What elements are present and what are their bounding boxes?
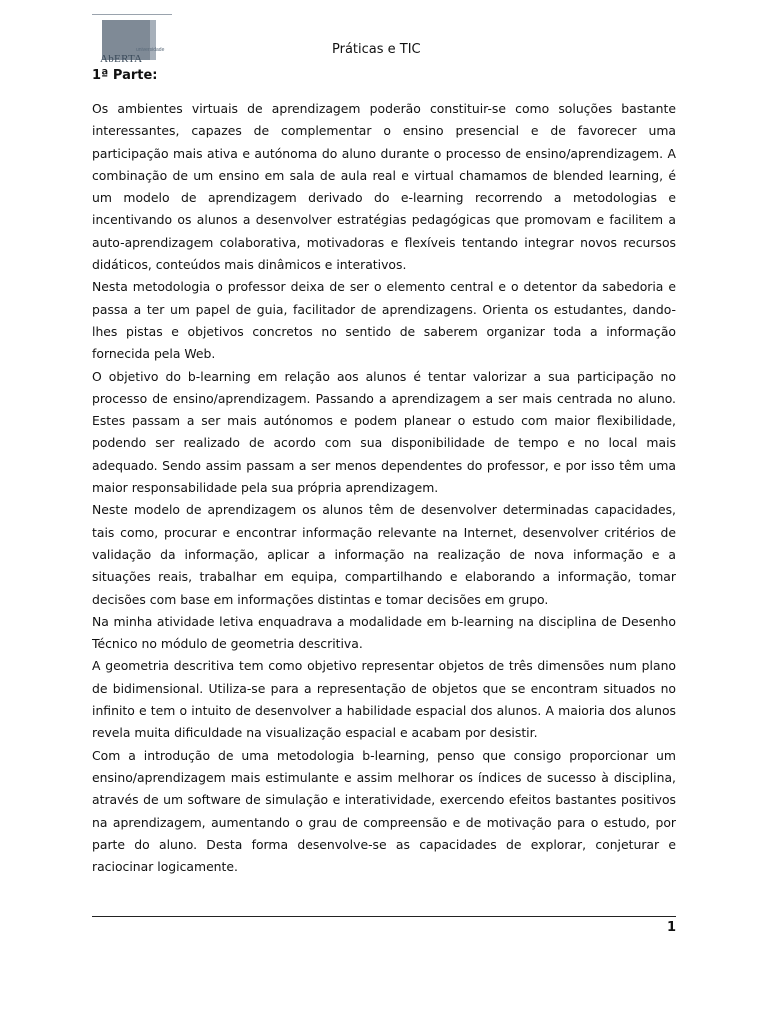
page-number: 1 bbox=[666, 920, 676, 935]
paragraph: O objetivo do b-learning em relação aos alunos é tentar valorizar a sua participação no processo de ensino/aprendizagem. Passando a aprendizagem a ser mais centrada no aluno. Estes passam a ser mais autónomos e podem planear o estudo com maior flexibilidade, podendo ser realizado de acordo com sua disponibilidade de tempo e no local mais adequado. Sendo assim passam a ser menos dependentes do professor, e por isso têm uma maior responsabilidade pela sua própria aprendizagem. bbox=[92, 368, 676, 496]
paragraph: Os ambientes virtuais de aprendizagem poderão constituir-se como soluções bastante interessantes, capazes de complementar o ensino presencial e de favorecer uma participação mais ativa e autónoma do aluno durante o processo de ensino/aprendizagem. A combinação de um ensino em sala de aula real e virtual chamamos de blended learning, é um modelo de aprendizagem derivado do e-learning recorrendo a metodologias e incentivando os alunos a desenvolver estratégias pedagógicas que promovam e facilitem a auto-aprendizagem colaborativa, motivadoras e flexíveis tentando integrar novos recursos didáticos, conteúdos mais dinâmicos e interativos. bbox=[92, 101, 676, 273]
footer-rule bbox=[92, 916, 676, 917]
document-title: Práticas e TIC bbox=[332, 42, 421, 57]
paragraph: Neste modelo de aprendizagem os alunos têm de desenvolver determinadas capacidades, tais como, procurar e encontrar informação relevante na Internet, desenvolver critérios de validação da informação, aplicar a informação na realização de nova informação e a situações reais, trabalhar em equipa, compartilhando e elaborando a informação, tomar decisões com base em informações distintas e tomar decisões em grupo. bbox=[92, 502, 676, 607]
paragraph: Com a introdução de uma metodologia b-learning, penso que consigo proporcionar um ensino/aprendizagem mais estimulante e assim melhorar os índices de sucesso à disciplina, através de um software de simulação e interatividade, exercendo efeitos bastantes positivos na aprendizagem, aumentando o grau de compreensão e de motivação para o estudo, por parte do aluno. Desta forma desenvolve-se as capacidades de explorar, conjeturar e raciocinar logicamente. bbox=[92, 747, 676, 875]
document-body bbox=[92, 98, 676, 878]
paragraph: Nesta metodologia o professor deixa de ser o elemento central e o detentor da sabedoria e passa a ter um papel de guia, facilitador de aprendizagens. Orienta os estudantes, dando-lhes pistas e objetivos concretos no sentido de saberem organizar toda a informação fornecida pela Web. bbox=[92, 279, 676, 362]
logo-top-line bbox=[92, 14, 172, 15]
university-logo bbox=[92, 14, 172, 64]
section-heading: 1ª Parte: bbox=[92, 68, 158, 83]
paragraph: A geometria descritiva tem como objetivo representar objetos de três dimensões num plano de bidimensional. Utiliza-se para a representação de objetos que se encontram situados no infinito e tem o intuito de desenvolver a habilidade espacial dos alunos. A maioria dos alunos revela muita dificuldade na visualização espacial e acabam por desistir. bbox=[92, 658, 676, 741]
logo-small-text: universidade bbox=[136, 47, 165, 53]
logo-text: AbERTA bbox=[100, 53, 143, 65]
paragraph: Na minha atividade letiva enquadrava a modalidade em b-learning na disciplina de Desenho Técnico no módulo de geometria descritiva. bbox=[92, 613, 676, 652]
logo-block-accent bbox=[150, 20, 156, 60]
